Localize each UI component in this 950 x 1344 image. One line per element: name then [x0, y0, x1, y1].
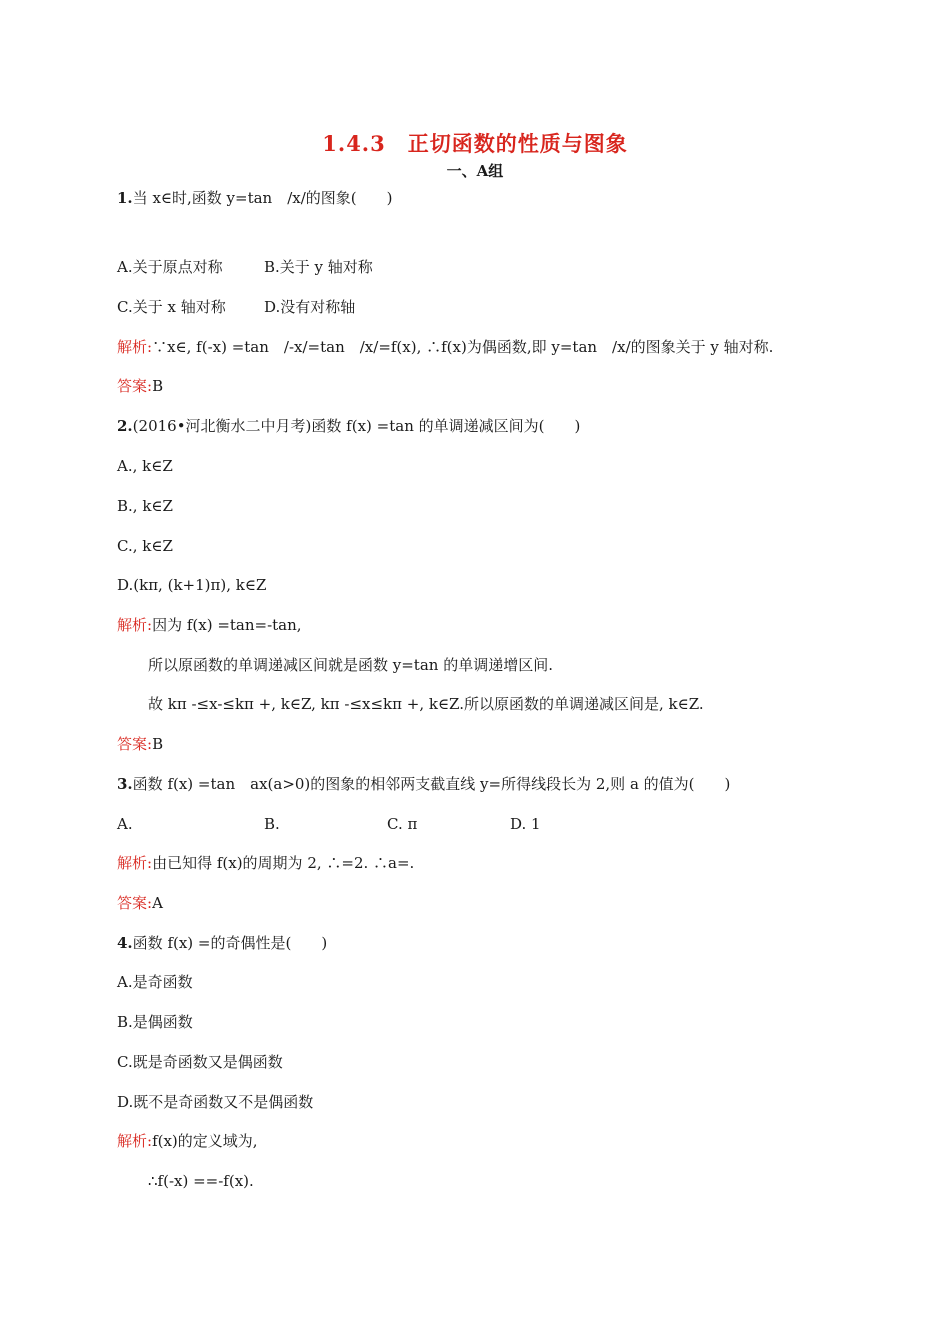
q3-answer [117, 893, 163, 913]
q2-stem: (2016•河北衡水二中月考)函数 f(x) =tan 的单调递减区间为( ) [132, 417, 581, 435]
q1-stem: 当 x∈时,函数 y=tan /x/的图象( ) [132, 189, 393, 207]
q4-stem-line [117, 933, 327, 953]
q2-answer-value: B [152, 735, 164, 753]
q2-answer-label: 答案: [117, 735, 153, 753]
q1-answer-value: B [152, 377, 164, 395]
q3-option-c: C. π [387, 815, 418, 833]
q4-analysis-text: f(x)的定义域为, [152, 1132, 258, 1150]
q3-analysis-label: 解析: [117, 854, 153, 872]
q2-analysis [117, 615, 302, 635]
q1-options-row1 [117, 257, 373, 277]
q1-option-b: B.关于 y 轴对称 [264, 258, 373, 276]
q2-analysis-line2: 所以原函数的单调递减区间就是函数 y=tan 的单调递增区间. [148, 656, 553, 674]
q2-option-a: A., k∈Z [117, 457, 173, 475]
q1-option-d: D.没有对称轴 [264, 298, 356, 316]
q2-option-c: C., k∈Z [117, 537, 173, 555]
q2-number: 2. [117, 417, 133, 435]
q3-option-a: A. [117, 815, 133, 833]
q1-stem-line [117, 188, 393, 208]
q1-number: 1. [117, 189, 133, 207]
q3-option-b: B. [264, 815, 280, 833]
q4-option-a: A.是奇函数 [117, 973, 193, 991]
q1-option-c: C.关于 x 轴对称 [117, 298, 226, 316]
q2-analysis-label: 解析: [117, 616, 153, 634]
q3-option-d: D. 1 [510, 815, 541, 833]
q4-stem: 函数 f(x) =的奇偶性是( ) [132, 934, 328, 952]
q1-analysis [117, 337, 773, 357]
q2-analysis-line3: 故 kπ -≤x-≤kπ +, k∈Z, kπ -≤x≤kπ +, k∈Z.所以原函数的单调递减区间是, k∈Z. [148, 695, 704, 713]
q4-analysis [117, 1131, 258, 1151]
q3-options-row [117, 814, 541, 834]
q4-option-d: D.既不是奇函数又不是偶函数 [117, 1093, 314, 1111]
q3-stem: 函数 f(x) =tan ax(a>0)的图象的相邻两支截直线 y=所得线段长为 2,则 a 的值为( ) [132, 775, 731, 793]
q1-option-a: A.关于原点对称 [117, 258, 223, 276]
q4-analysis-label: 解析: [117, 1132, 153, 1150]
q1-options-row2 [117, 297, 355, 317]
q1-analysis-text: ∵x∈, f(-x) =tan /-x/=tan /x/=f(x), ∴f(x)为偶函数,即 y=tan /x/的图象关于 y 轴对称. [152, 338, 774, 356]
q3-number: 3. [117, 775, 133, 793]
q3-analysis-text: 由已知得 f(x)的周期为 2, ∴=2. ∴a=. [152, 854, 415, 872]
q2-analysis-text: 因为 f(x) =tan=-tan, [152, 616, 302, 634]
q2-option-d: D.(kπ, (k+1)π), k∈Z [117, 576, 267, 594]
q4-option-b: B.是偶函数 [117, 1013, 193, 1031]
q3-analysis [117, 853, 414, 873]
page-title: 1.4.3 正切函数的性质与图象 [322, 131, 628, 156]
q2-option-b: B., k∈Z [117, 497, 173, 515]
section-heading: 一、A组 [446, 162, 504, 180]
q4-analysis-line2: ∴f(-x) ==-f(x). [148, 1172, 254, 1190]
q1-analysis-label: 解析: [117, 338, 153, 356]
q3-answer-label: 答案: [117, 894, 153, 912]
q2-stem-line [117, 416, 580, 436]
q2-answer [117, 734, 163, 754]
q3-stem-line [117, 774, 730, 794]
q4-number: 4. [117, 934, 133, 952]
q4-option-c: C.既是奇函数又是偶函数 [117, 1053, 283, 1071]
q1-answer-label: 答案: [117, 377, 153, 395]
q3-answer-value: A [152, 894, 163, 912]
q1-answer [117, 376, 163, 396]
